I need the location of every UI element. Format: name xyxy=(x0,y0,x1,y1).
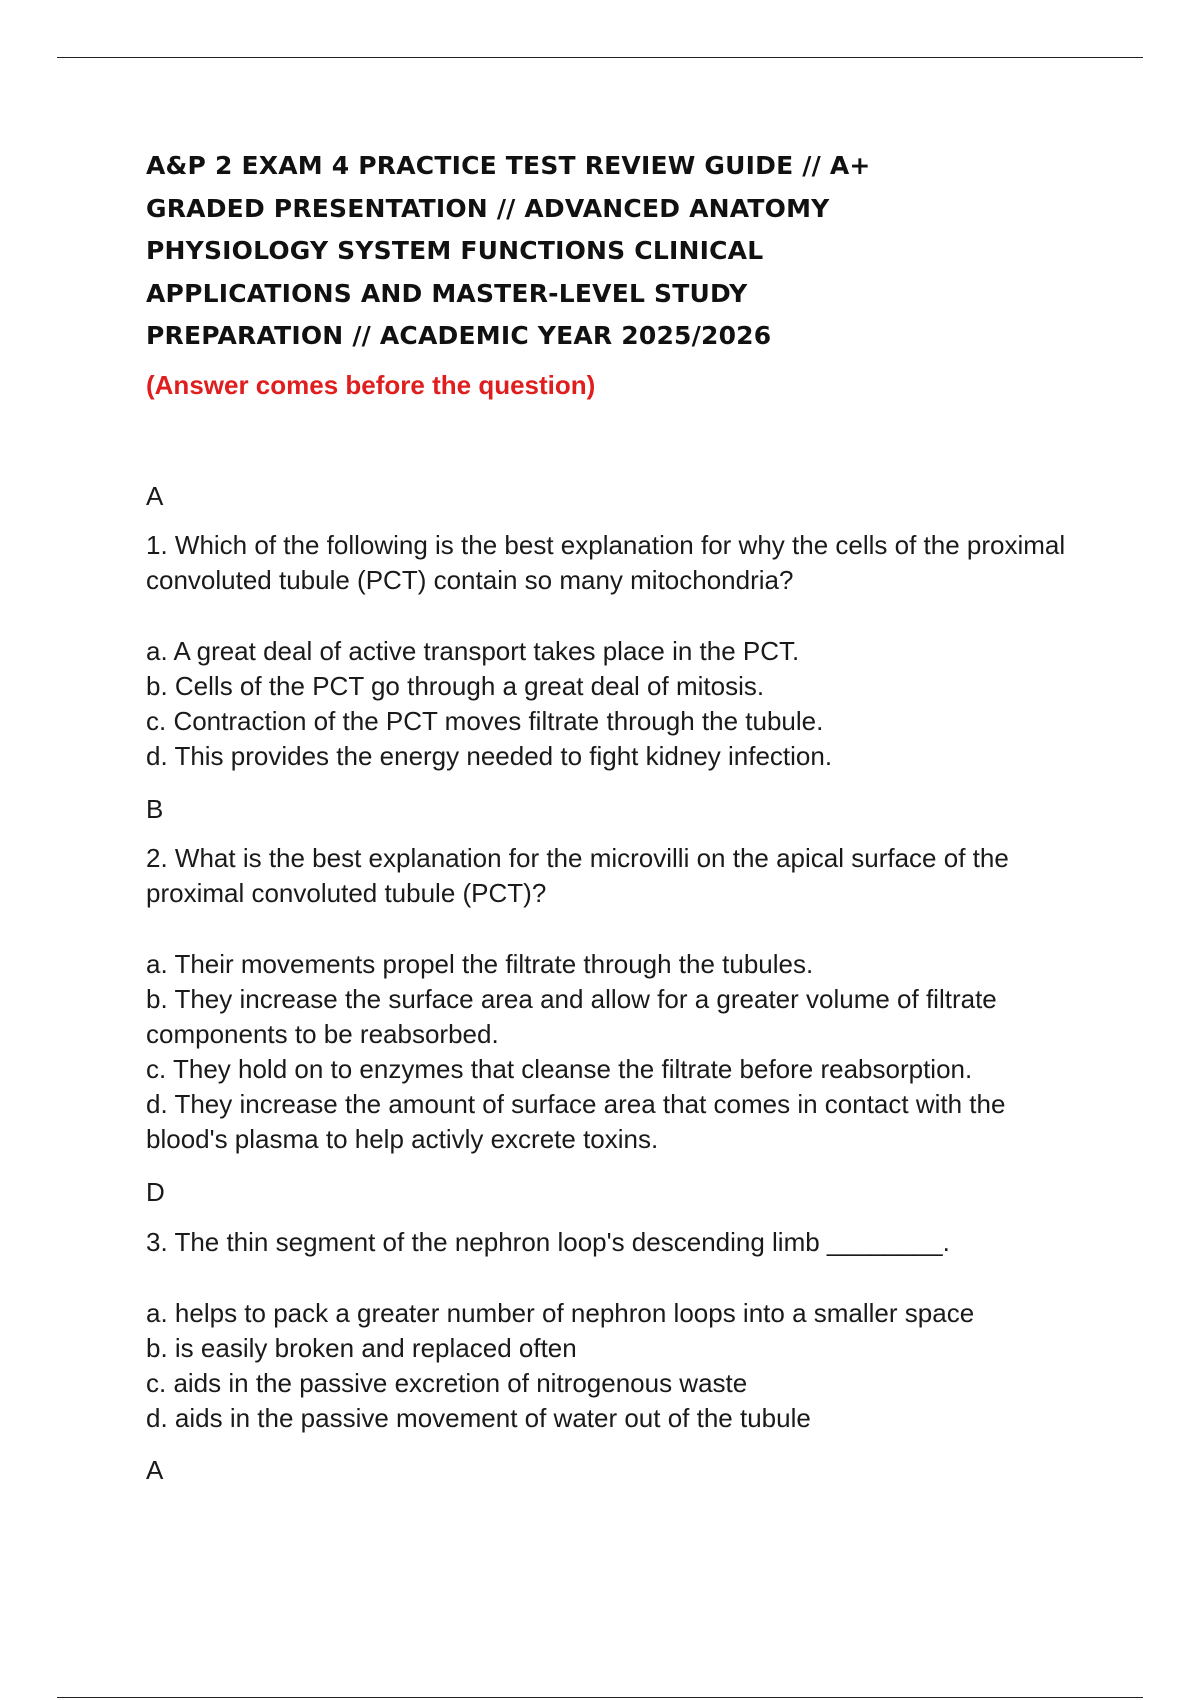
options-list xyxy=(146,1296,1076,1436)
header-divider xyxy=(57,57,1143,58)
footer-divider xyxy=(57,1697,1143,1698)
title-line: A&P 2 EXAM 4 PRACTICE TEST REVIEW GUIDE // A+ xyxy=(146,151,871,180)
option-item: c. aids in the passive excretion of nitrogenous waste xyxy=(146,1368,748,1398)
title-line: GRADED PRESENTATION // ADVANCED ANATOMY xyxy=(146,193,830,223)
option-item: d. They increase the amount of surface area that comes in contact with the blood's plasma to help activly excrete toxins. xyxy=(146,1089,1006,1154)
title-line: APPLICATIONS AND MASTER-LEVEL STUDY xyxy=(146,278,748,308)
document-title xyxy=(146,145,1086,358)
document-header xyxy=(146,145,1086,402)
answer-key xyxy=(146,1454,1076,1486)
option-item: a. A great deal of active transport takes place in the PCT. xyxy=(146,636,800,666)
title-line: PREPARATION // ACADEMIC YEAR 2025/2026 xyxy=(146,321,772,350)
question-block xyxy=(146,1225,1076,1260)
option-item: d. This provides the energy needed to fight kidney infection. xyxy=(146,741,833,771)
option-item: b. Cells of the PCT go through a great deal of mitosis. xyxy=(146,671,765,701)
question-block xyxy=(146,841,1076,911)
options-list xyxy=(146,947,1076,1157)
option-item: b. is easily broken and replaced often xyxy=(146,1333,577,1363)
question-text: 1. Which of the following is the best explanation for why the cells of the proximal convoluted tubule (PCT) contain so many mitochondria? xyxy=(146,530,1066,595)
title-line: PHYSIOLOGY SYSTEM FUNCTIONS CLINICAL xyxy=(146,236,764,265)
options-list xyxy=(146,634,1076,774)
option-item: a. Their movements propel the filtrate through the tubules. xyxy=(146,949,814,979)
option-item: b. They increase the surface area and allow for a greater volume of filtrate components to be reabsorbed. xyxy=(146,984,997,1049)
answer-letter: D xyxy=(146,1177,165,1207)
question-text: 3. The thin segment of the nephron loop's descending limb ________. xyxy=(146,1227,950,1257)
answer-order-note: (Answer comes before the question) xyxy=(146,369,596,400)
option-item: c. They hold on to enzymes that cleanse the filtrate before reabsorption. xyxy=(146,1054,973,1084)
answer-letter: B xyxy=(146,794,164,824)
answer-letter: A xyxy=(146,1455,164,1485)
option-item: c. Contraction of the PCT moves filtrate through the tubule. xyxy=(146,706,824,736)
answer-key xyxy=(146,480,1076,512)
option-item: a. helps to pack a greater number of nephron loops into a smaller space xyxy=(146,1298,975,1328)
option-item: d. aids in the passive movement of water out of the tubule xyxy=(146,1403,811,1433)
question-text: 2. What is the best explanation for the microvilli on the apical surface of the proximal convoluted tubule (PCT)? xyxy=(146,843,1009,908)
answer-key xyxy=(146,1176,1076,1208)
answer-key xyxy=(146,793,1076,825)
answer-letter: A xyxy=(146,481,164,511)
question-block xyxy=(146,528,1076,598)
